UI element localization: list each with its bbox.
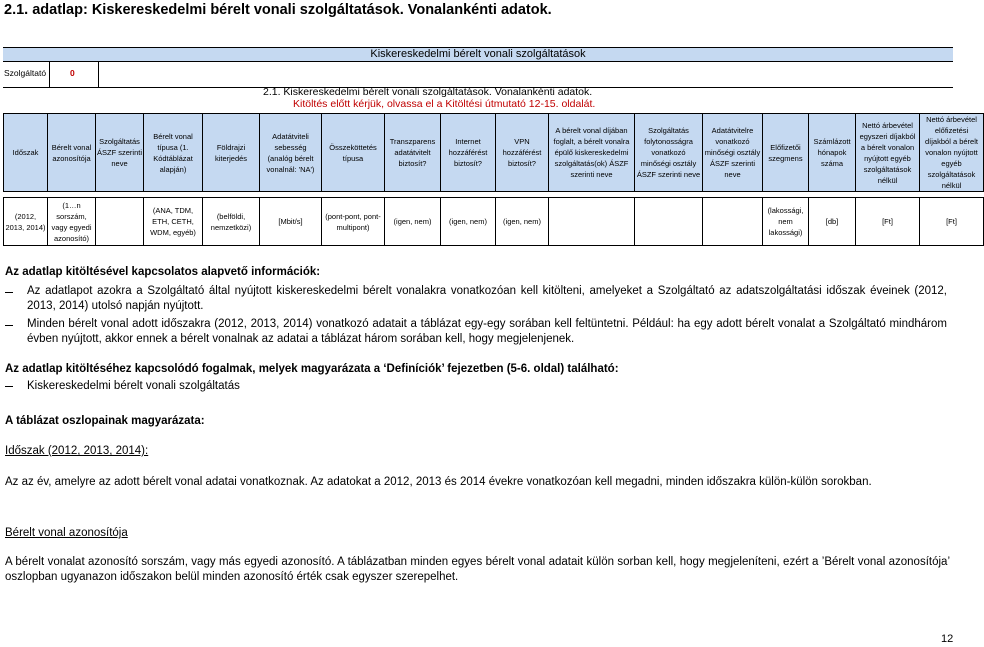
szolgaltato-field[interactable] — [49, 62, 99, 87]
unit-cell[interactable]: [Mbit/s] — [260, 198, 322, 246]
table-units-row — [4, 198, 984, 246]
unit-cell[interactable]: (ANA, TDM, ETH, CETH, WDM, egyéb) — [144, 198, 203, 246]
header-cell: Nettó árbevétel előfizetési díjakból a bérelt vonalon nyújtott egyéb szolgáltatások nélkül — [920, 114, 984, 192]
szolgaltato-row — [3, 61, 953, 88]
bullet-dash — [5, 386, 13, 387]
unit-cell[interactable]: (2012, 2013, 2014) — [4, 198, 48, 246]
unit-cell[interactable] — [635, 198, 703, 246]
header-cell: Időszak — [4, 114, 48, 192]
page-number: 12 — [941, 633, 954, 645]
unit-cell[interactable]: (lakossági, nem lakossági) — [763, 198, 809, 246]
unit-cell[interactable] — [703, 198, 763, 246]
unit-cell[interactable] — [96, 198, 144, 246]
header-cell: Szolgáltatás folytonosságra vonatkozó minőségi osztály ÁSZF szerinti neve — [635, 114, 703, 192]
azonosito-subheading: Bérelt vonal azonosítója — [5, 527, 128, 539]
header-cell: Adatátvitelre vonatkozó minőségi osztály ÁSZF szerinti neve — [703, 114, 763, 192]
unit-cell[interactable]: (pont-pont, pont-multipont) — [322, 198, 385, 246]
idoszak-subheading: Időszak (2012, 2013, 2014): — [5, 445, 149, 457]
info-bullet: Az adatlapot azokra a Szolgáltató által nyújtott kiskereskedelmi bérelt vonalakra vonatkozóan kell kitölteni, amelyeket a Szolgáltató az adatszolgáltatási időszak éveinek (2012, 2013, 2014) utolsó napján nyújtott. — [27, 285, 947, 312]
bullet-dash — [5, 325, 13, 326]
columns-heading: A táblázat oszlopainak magyarázata: — [5, 415, 205, 427]
info-heading: Az adatlap kitöltésével kapcsolatos alapvető információk: — [5, 266, 321, 278]
header-cell: Összeköttetés típusa — [322, 114, 385, 192]
header-cell: Adatátviteli sebesség (analóg bérelt vonalnál: 'NA') — [260, 114, 322, 192]
header-cell: Szolgáltatás ÁSZF szerinti neve — [96, 114, 144, 192]
bullet-dash — [5, 292, 13, 293]
unit-cell[interactable]: (belföldi, nemzetközi) — [203, 198, 260, 246]
definition-item: Kiskereskedelmi bérelt vonali szolgáltatás — [27, 380, 240, 392]
header-cell: Bérelt vonal azonosítója — [48, 114, 96, 192]
instructions-note: Kitöltés előtt kérjük, olvassa el a Kitöltési útmutató 12-15. oldalát. — [293, 98, 596, 110]
page-title: 2.1. adatlap: Kiskereskedelmi bérelt vonali szolgáltatások. Vonalankénti adatok. — [4, 2, 552, 18]
banner-title: Kiskereskedelmi bérelt vonali szolgáltatások — [370, 48, 586, 60]
unit-cell[interactable]: (igen, nem) — [385, 198, 441, 246]
unit-cell[interactable]: (igen, nem) — [496, 198, 549, 246]
azonosito-description: A bérelt vonalat azonosító sorszám, vagy más egyedi azonosító. A táblázatban minden egyes bérelt vonal adatait külön sorban kell, hogy megjeleníteni, ezért a ’Bérelt vonal azonosítója’ oszlopban ugyanazon időszakon belül minden azonosító érték csak egyszer szerepelhet. — [5, 556, 950, 583]
data-table — [3, 113, 984, 246]
table-subtitle: 2.1. Kiskereskedelmi bérelt vonali szolgáltatások. Vonalankénti adatok. — [263, 86, 593, 98]
form-banner — [3, 47, 953, 61]
unit-cell[interactable]: [Ft] — [856, 198, 920, 246]
definitions-heading: Az adatlap kitöltéséhez kapcsolódó fogalmak, melyek magyarázata a ‘Definíciók’ fejezetben (5-6. oldal) található: — [5, 363, 619, 375]
unit-cell[interactable]: [Ft] — [920, 198, 984, 246]
table-header-row — [4, 114, 984, 192]
unit-cell[interactable]: (1…n sorszám, vagy egyedi azonosító) — [48, 198, 96, 246]
header-cell: Előfizetői szegmens — [763, 114, 809, 192]
unit-cell[interactable]: [db] — [809, 198, 856, 246]
header-cell: A bérelt vonal díjában foglalt, a bérelt vonalra épülő kiskereskedelmi szolgáltatás(ok) ÁSZF szerinti neve — [549, 114, 635, 192]
szolgaltato-value: 0 — [70, 68, 75, 78]
szolgaltato-label: Szolgáltató — [4, 68, 47, 78]
header-cell: Bérelt vonal típusa (1. Kódtáblázat alapján) — [144, 114, 203, 192]
unit-cell[interactable] — [549, 198, 635, 246]
header-cell: Földrajzi kiterjedés — [203, 114, 260, 192]
header-cell: Transzparens adatátvitelt biztosít? — [385, 114, 441, 192]
unit-cell[interactable]: (igen, nem) — [441, 198, 496, 246]
header-cell: VPN hozzáférést biztosít? — [496, 114, 549, 192]
header-cell: Számlázott hónapok száma — [809, 114, 856, 192]
idoszak-description: Az az év, amelyre az adott bérelt vonal adatai vonatkoznak. Az adatokat a 2012, 2013 és 2014 évekre vonatkozóan kell megadni, minden időszakra külön-külön sorokban. — [5, 476, 872, 488]
info-bullet: Minden bérelt vonal adott időszakra (2012, 2013, 2014) vonatkozó adatait a táblázat egy-egy sorában kell feltüntetni. Például: ha egy adott bérelt vonalat a Szolgáltató mindhárom évben nyújtott, akkor ennek a bérelt vonalnak az adatai a táblázat három sorában kell, hogy megjelenjenek. — [27, 318, 947, 345]
header-cell: Nettó árbevétel egyszeri díjakból a bérelt vonalon nyújtott egyéb szolgáltatások nélkül — [856, 114, 920, 192]
header-cell: Internet hozzáférést biztosít? — [441, 114, 496, 192]
